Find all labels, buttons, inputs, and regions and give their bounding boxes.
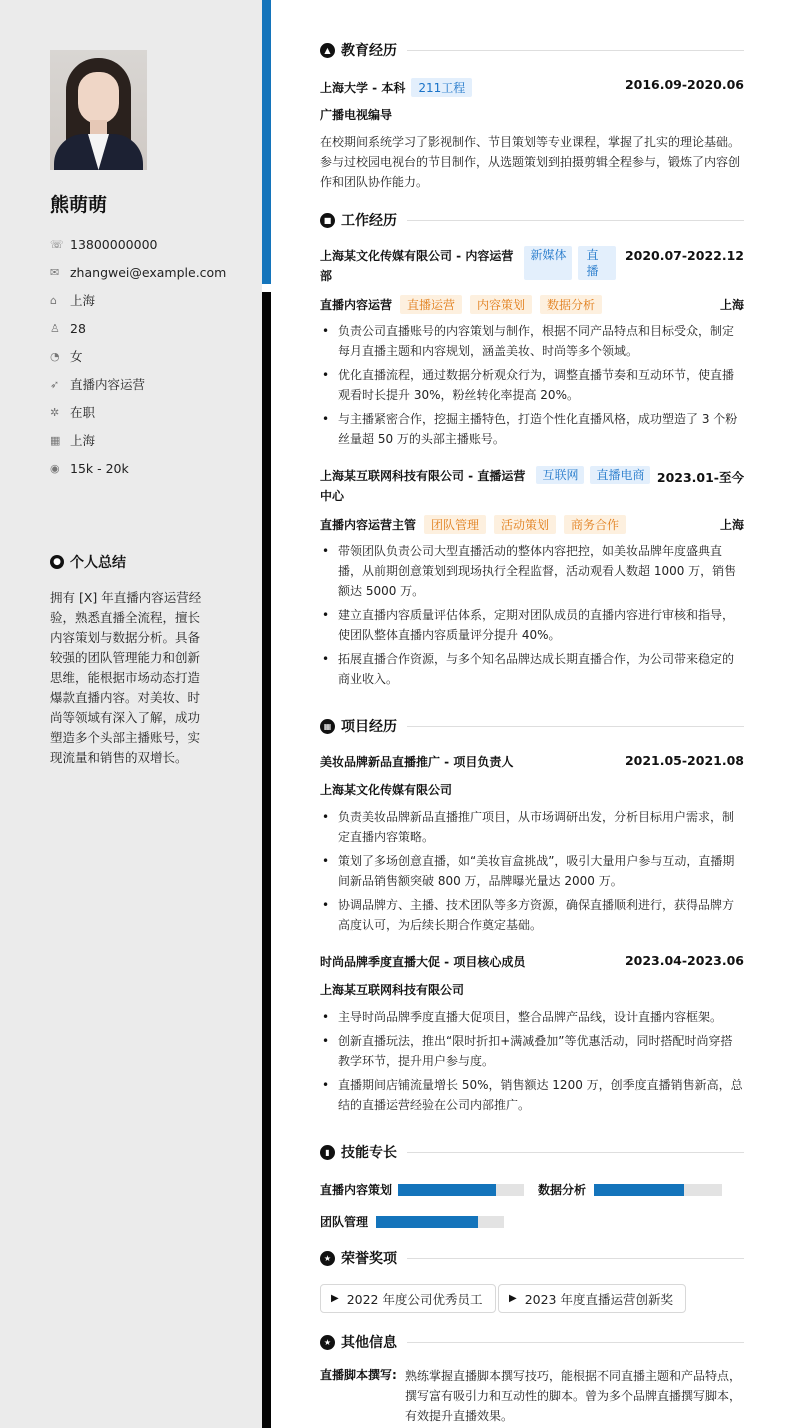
- skill-bar-fill: [376, 1216, 478, 1228]
- age-icon: ♙: [50, 321, 60, 335]
- divider: [407, 1258, 744, 1259]
- skill-tag: 团队管理: [424, 515, 486, 534]
- info-work-city: [50, 426, 250, 454]
- bar-chart-icon: ▮: [320, 1145, 335, 1160]
- info-text: 上海: [70, 433, 96, 448]
- job-date: 2023.01-至今: [656, 470, 744, 485]
- skill-bar-fill: [594, 1184, 684, 1196]
- job-tag: 新媒体: [524, 246, 572, 280]
- school-tag: 211工程: [411, 78, 472, 97]
- section-title: 工作经历: [341, 213, 397, 229]
- info-text: 15k - 20k: [70, 460, 129, 476]
- list-item: • 负责公司直播账号的内容策划与制作，根据不同产品特点和目标受众，制定每月直播主题和内容规划，涵盖美妆、时尚等多个领域。: [320, 321, 744, 361]
- project-date: 2023.04-2023.06: [624, 953, 744, 968]
- project-header: [320, 953, 744, 970]
- award-badge: [498, 1284, 686, 1313]
- skill-bar-fill: [398, 1184, 496, 1196]
- job-role: 直播内容运营: [320, 298, 393, 312]
- project-company-row: [320, 781, 744, 798]
- project-company: 上海某互联网科技有限公司: [320, 983, 465, 997]
- list-item: • 负责美妆品牌新品直播推广项目，从市场调研出发，分析目标用户需求，制定直播内容策略。: [320, 807, 744, 847]
- education-row: [320, 77, 744, 97]
- accent-bar-black: [262, 292, 271, 1428]
- divider: [407, 1152, 744, 1153]
- list-item: • 拓展直播合作资源，与多个知名品牌达成长期直播合作，为公司带来稳定的商业收入。: [320, 649, 744, 689]
- award-text: 2022 年度公司优秀员工: [346, 1291, 483, 1307]
- info-text: 28: [70, 320, 86, 336]
- info-job-target: [50, 370, 250, 398]
- job-tag: 互联网: [536, 466, 584, 484]
- job-date: 2020.07-2022.12: [624, 248, 744, 263]
- skill-name: 直播内容策划: [320, 1183, 393, 1197]
- list-item: • 优化直播流程，通过数据分析观众行为，调整直播节奏和互动环节，使直播观看时长提升 30%，粉丝转化率提高 20%。: [320, 365, 744, 405]
- skill-bar: [376, 1216, 504, 1228]
- salary-icon: ◉: [50, 461, 60, 475]
- section-title: 其他信息: [341, 1335, 397, 1351]
- other-heading: [320, 1332, 744, 1352]
- awards-heading: [320, 1248, 744, 1268]
- info-text: 上海: [70, 293, 96, 308]
- job-location: 上海: [719, 297, 744, 312]
- school-name: 上海大学 - 本科: [320, 81, 406, 95]
- info-salary: [50, 454, 250, 482]
- gender-icon: ◔: [50, 349, 60, 363]
- info-text: 在职: [70, 405, 96, 420]
- info-text: 女: [70, 349, 83, 364]
- job-role-row: [320, 294, 744, 314]
- job-role: 直播内容运营主管: [320, 518, 417, 532]
- skill-tag: 数据分析: [540, 295, 602, 314]
- project-header: [320, 753, 744, 770]
- info-gender: [50, 342, 250, 370]
- contact-info-list: [50, 230, 250, 482]
- project-bullets: [320, 807, 744, 939]
- summary-text: 拥有 [X] 年直播内容运营经验，熟悉直播全流程，擅长内容策划与数据分析。具备较强的团队管理能力和创新思维，能根据市场动态打造爆款直播内容。对美妆、时尚等领域有深入了解，成功塑造多个头部主播账号，实现流量和销售的双增长。: [50, 590, 202, 765]
- status-icon: ✲: [50, 405, 60, 419]
- play-icon: ▶: [509, 1293, 517, 1304]
- list-item: • 带领团队负责公司大型直播活动的整体内容把控，如美妆品牌年度盛典直播，从前期创意策划到现场执行全程监督，活动观看人数超 1000 万，销售额达 5000 万。: [320, 541, 744, 601]
- info-icon: ★: [320, 1335, 335, 1350]
- job-header: [320, 246, 744, 286]
- work-heading: [320, 210, 744, 230]
- home-icon: ⌂: [50, 293, 57, 307]
- project-name: 美妆品牌新品直播推广 - 项目负责人: [320, 755, 514, 769]
- list-item: • 与主播紧密合作，挖掘主播特色，打造个性化直播风格，成功塑造了 3 个粉丝量超 50 万的头部主播账号。: [320, 409, 744, 449]
- projects-heading: [320, 716, 744, 736]
- list-item: • 主导时尚品牌季度直播大促项目，整合品牌产品线，设计直播内容框架。: [320, 1007, 744, 1027]
- grid-icon: ▦: [320, 719, 335, 734]
- skill-bar: [398, 1184, 524, 1196]
- graduation-cap-icon: ▲: [320, 43, 335, 58]
- job-header: [320, 466, 744, 506]
- info-text: zhangwei@example.com: [70, 264, 227, 280]
- list-item: • 建立直播内容质量评估体系，定期对团队成员的直播内容进行审核和指导，使团队整体直播内容质量评分提升 40%。: [320, 605, 744, 645]
- info-email: [50, 258, 250, 286]
- job-location: 上海: [719, 517, 744, 532]
- job-company: 上海某互联网科技有限公司 - 直播运营中心: [320, 469, 526, 503]
- phone-icon: ☏: [50, 237, 64, 251]
- award-text: 2023 年度直播运营创新奖: [524, 1291, 673, 1307]
- building-icon: ▦: [50, 433, 61, 447]
- major: 广播电视编导: [320, 108, 393, 122]
- info-location: [50, 286, 250, 314]
- info-text: 13800000000: [70, 236, 158, 252]
- skill-bar: [594, 1184, 722, 1196]
- divider: [407, 726, 744, 727]
- divider: [407, 50, 744, 51]
- send-icon: ➶: [50, 377, 60, 391]
- section-title: 荣誉奖项: [341, 1251, 397, 1267]
- section-title: 技能专长: [341, 1145, 397, 1161]
- skill-tag: 直播运营: [400, 295, 462, 314]
- info-age: [50, 314, 250, 342]
- skill-tag: 活动策划: [494, 515, 556, 534]
- education-heading: [320, 40, 744, 60]
- profile-name: 熊萌萌: [50, 194, 108, 216]
- info-text: 直播内容运营: [70, 377, 146, 392]
- skill-name: 数据分析: [538, 1183, 587, 1197]
- project-date: 2021.05-2021.08: [624, 753, 744, 768]
- award-icon: ★: [320, 1251, 335, 1266]
- other-label: 直播脚本撰写:: [320, 1368, 397, 1382]
- job-bullets: [320, 321, 744, 453]
- education-date: 2016.09-2020.06: [624, 77, 744, 92]
- list-item: • 直播期间店铺流量增长 50%，销售额达 1200 万，创季度直播销售新高，总结的直播运营经验在公司内部推广。: [320, 1075, 744, 1115]
- job-role-row: [320, 514, 744, 534]
- info-status: [50, 398, 250, 426]
- play-icon: ▶: [331, 1293, 339, 1304]
- job-company: 上海某文化传媒有限公司 - 内容运营部: [320, 249, 514, 283]
- job-tag: 直播电商: [590, 466, 650, 484]
- skill-tag: 内容策划: [470, 295, 532, 314]
- major-row: [320, 106, 744, 123]
- list-item: • 协调品牌方、主播、技术团队等多方资源，确保直播顺利进行，获得品牌方高度认可，为后续长期合作奠定基础。: [320, 895, 744, 935]
- job-tag: 直播: [578, 246, 616, 280]
- summary-heading: [50, 552, 126, 572]
- skill-tag: 商务合作: [564, 515, 626, 534]
- project-company-row: [320, 981, 744, 998]
- project-bullets: [320, 1007, 744, 1119]
- section-title: 项目经历: [341, 719, 397, 735]
- sidebar: [0, 0, 262, 1428]
- mail-icon: ✉: [50, 265, 60, 279]
- list-item: • 策划了多场创意直播，如“美妆盲盒挑战”，吸引大量用户参与互动，直播期间新品销售额突破 800 万，品牌曝光量达 2000 万。: [320, 851, 744, 891]
- user-icon: ●: [50, 555, 64, 569]
- education-desc: 在校期间系统学习了影视制作、节目策划等专业课程，掌握了扎实的理论基础。参与过校园电视台的节目制作，从选题策划到拍摄剪辑全程参与，锻炼了内容创作和团队协作能力。: [320, 135, 741, 189]
- award-badge: [320, 1284, 496, 1313]
- skill-item: [320, 1213, 504, 1230]
- briefcase-icon: ■: [320, 213, 335, 228]
- list-item: • 创新直播玩法，推出“限时折扣+满减叠加”等优惠活动，同时搭配时尚穿搭教学环节，提升用户参与度。: [320, 1031, 744, 1071]
- accent-bar-blue: [262, 0, 271, 284]
- skill-name: 团队管理: [320, 1215, 369, 1229]
- skill-item: [320, 1181, 524, 1198]
- project-company: 上海某文化传媒有限公司: [320, 783, 453, 797]
- skills-heading: [320, 1142, 744, 1162]
- avatar: [50, 50, 147, 170]
- section-title: 教育经历: [341, 43, 397, 59]
- job-bullets: [320, 541, 744, 693]
- summary-title: 个人总结: [70, 555, 126, 571]
- skill-item: [538, 1181, 722, 1198]
- divider: [407, 1342, 744, 1343]
- info-phone: [50, 230, 250, 258]
- other-text: 熟练掌握直播脚本撰写技巧，能根据不同直播主题和产品特点，撰写富有吸引力和互动性的脚本。曾为多个品牌直播撰写脚本，有效提升直播效果。: [405, 1369, 742, 1423]
- divider: [407, 220, 744, 221]
- project-name: 时尚品牌季度直播大促 - 项目核心成员: [320, 955, 526, 969]
